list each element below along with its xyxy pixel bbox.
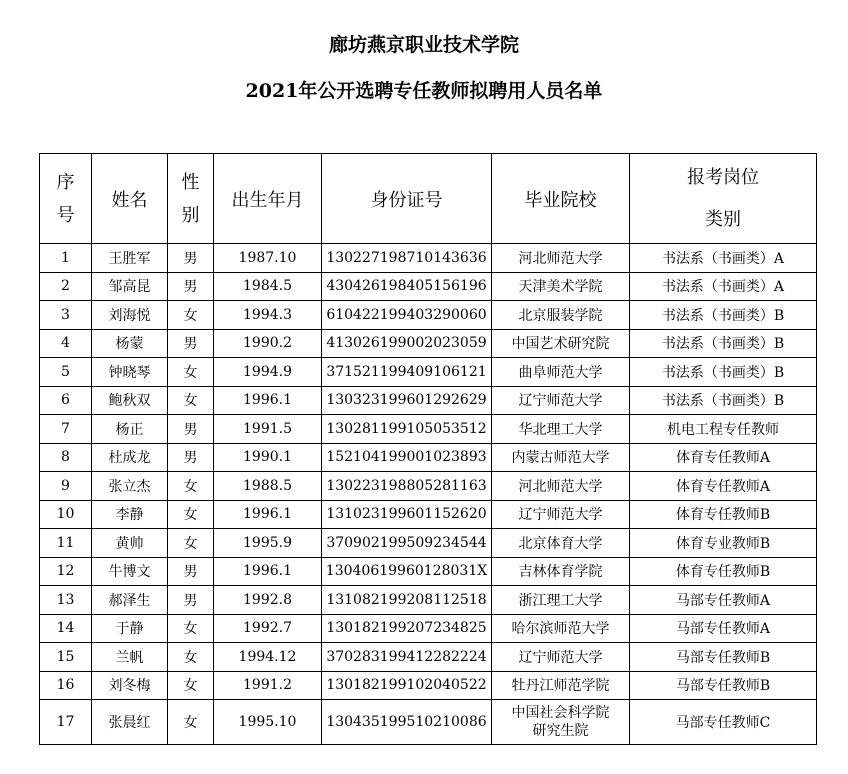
cell-id: 13040619960128031X — [322, 557, 492, 586]
cell-birth: 1991.2 — [214, 671, 322, 700]
table-row — [40, 329, 817, 358]
cell-gender: 女 — [168, 358, 214, 387]
cell-id: 430426198405156196 — [322, 272, 492, 301]
cell-seq: 1 — [40, 244, 92, 273]
cell-id: 130182199207234825 — [322, 614, 492, 643]
cell-birth: 1984.5 — [214, 272, 322, 301]
cell-school: 华北理工大学 — [492, 415, 630, 444]
cell-school: 曲阜师范大学 — [492, 358, 630, 387]
cell-seq: 7 — [40, 415, 92, 444]
cell-birth: 1992.8 — [214, 586, 322, 615]
cell-post: 书法系（书画类）B — [630, 301, 817, 330]
cell-post: 体育专任教师B — [630, 557, 817, 586]
cell-post: 书法系（书画类）A — [630, 244, 817, 273]
cell-birth: 1994.12 — [214, 643, 322, 672]
cell-name: 牛博文 — [92, 557, 168, 586]
cell-school: 辽宁师范大学 — [492, 500, 630, 529]
cell-school: 哈尔滨师范大学 — [492, 614, 630, 643]
cell-birth: 1990.1 — [214, 443, 322, 472]
cell-school: 辽宁师范大学 — [492, 643, 630, 672]
cell-seq: 12 — [40, 557, 92, 586]
header-name: 姓名 — [92, 154, 168, 244]
cell-post: 书法系（书画类）B — [630, 358, 817, 387]
cell-id: 130182199102040522 — [322, 671, 492, 700]
cell-gender: 男 — [168, 329, 214, 358]
cell-seq: 4 — [40, 329, 92, 358]
cell-post: 马部专任教师B — [630, 671, 817, 700]
cell-name: 王胜军 — [92, 244, 168, 273]
table-row — [40, 529, 817, 558]
cell-post: 机电工程专任教师 — [630, 415, 817, 444]
cell-gender: 男 — [168, 586, 214, 615]
cell-school: 北京体育大学 — [492, 529, 630, 558]
cell-name: 兰帆 — [92, 643, 168, 672]
table-row — [40, 415, 817, 444]
cell-id: 371521199409106121 — [322, 358, 492, 387]
cell-school: 牡丹江师范学院 — [492, 671, 630, 700]
header-row — [40, 154, 817, 244]
table-row — [40, 700, 817, 745]
table-row — [40, 472, 817, 501]
cell-post: 马部专任教师B — [630, 643, 817, 672]
cell-id: 131023199601152620 — [322, 500, 492, 529]
cell-school: 河北师范大学 — [492, 244, 630, 273]
cell-name: 于静 — [92, 614, 168, 643]
document-subtitle: 2021年公开选聘专任教师拟聘用人员名单 — [245, 80, 603, 102]
cell-post: 书法系（书画类）A — [630, 272, 817, 301]
cell-gender: 女 — [168, 386, 214, 415]
table-row — [40, 301, 817, 330]
cell-name: 邹高昆 — [92, 272, 168, 301]
cell-seq: 16 — [40, 671, 92, 700]
cell-seq: 11 — [40, 529, 92, 558]
cell-seq: 9 — [40, 472, 92, 501]
cell-name: 杨正 — [92, 415, 168, 444]
cell-birth: 1996.1 — [214, 500, 322, 529]
header-id: 身份证号 — [322, 154, 492, 244]
cell-gender: 女 — [168, 301, 214, 330]
header-seq: 序 号 — [40, 154, 92, 244]
cell-school: 浙江理工大学 — [492, 586, 630, 615]
cell-name: 刘海悦 — [92, 301, 168, 330]
header-post: 报考岗位 类别 — [630, 154, 817, 244]
cell-post: 体育专任教师B — [630, 500, 817, 529]
cell-school: 北京服装学院 — [492, 301, 630, 330]
cell-seq: 5 — [40, 358, 92, 387]
table-row — [40, 614, 817, 643]
table-row — [40, 586, 817, 615]
cell-id: 130435199510210086 — [322, 700, 492, 745]
cell-seq: 2 — [40, 272, 92, 301]
cell-id: 130223198805281163 — [322, 472, 492, 501]
header-school: 毕业院校 — [492, 154, 630, 244]
cell-seq: 17 — [40, 700, 92, 745]
cell-gender: 男 — [168, 443, 214, 472]
cell-gender: 女 — [168, 472, 214, 501]
cell-gender: 女 — [168, 529, 214, 558]
cell-seq: 14 — [40, 614, 92, 643]
cell-id: 370902199509234544 — [322, 529, 492, 558]
cell-id: 130323199601292629 — [322, 386, 492, 415]
cell-name: 钟晓琴 — [92, 358, 168, 387]
cell-post: 马部专任教师C — [630, 700, 817, 745]
cell-seq: 10 — [40, 500, 92, 529]
table-row — [40, 386, 817, 415]
cell-birth: 1988.5 — [214, 472, 322, 501]
cell-post: 体育专任教师A — [630, 472, 817, 501]
cell-id: 131082199208112518 — [322, 586, 492, 615]
cell-name: 张立杰 — [92, 472, 168, 501]
cell-gender: 男 — [168, 415, 214, 444]
cell-birth: 1995.10 — [214, 700, 322, 745]
table-row — [40, 500, 817, 529]
cell-school: 辽宁师范大学 — [492, 386, 630, 415]
header-gender: 性 别 — [168, 154, 214, 244]
cell-id: 413026199002023059 — [322, 329, 492, 358]
document-title: 廊坊燕京职业技术学院 — [328, 34, 519, 56]
cell-birth: 1991.5 — [214, 415, 322, 444]
cell-seq: 3 — [40, 301, 92, 330]
table-row — [40, 443, 817, 472]
cell-name: 刘冬梅 — [92, 671, 168, 700]
cell-post: 马部专任教师A — [630, 614, 817, 643]
cell-gender: 男 — [168, 272, 214, 301]
cell-birth: 1990.2 — [214, 329, 322, 358]
cell-name: 黄帅 — [92, 529, 168, 558]
cell-name: 杨蒙 — [92, 329, 168, 358]
cell-school: 中国社会科学院研究生院 — [492, 700, 630, 745]
cell-seq: 13 — [40, 586, 92, 615]
cell-school: 中国艺术研究院 — [492, 329, 630, 358]
cell-birth: 1994.3 — [214, 301, 322, 330]
cell-id: 610422199403290060 — [322, 301, 492, 330]
cell-id: 130281199105053512 — [322, 415, 492, 444]
cell-post: 书法系（书画类）B — [630, 329, 817, 358]
cell-birth: 1996.1 — [214, 386, 322, 415]
cell-school: 河北师范大学 — [492, 472, 630, 501]
cell-name: 郝泽生 — [92, 586, 168, 615]
cell-id: 152104199001023893 — [322, 443, 492, 472]
cell-gender: 男 — [168, 557, 214, 586]
cell-birth: 1996.1 — [214, 557, 322, 586]
table-row — [40, 671, 817, 700]
cell-id: 130227198710143636 — [322, 244, 492, 273]
cell-birth: 1995.9 — [214, 529, 322, 558]
cell-seq: 6 — [40, 386, 92, 415]
table-row — [40, 557, 817, 586]
table-body — [40, 244, 817, 745]
cell-name: 杜成龙 — [92, 443, 168, 472]
candidate-table — [39, 153, 817, 745]
table-row — [40, 244, 817, 273]
cell-name: 鲍秋双 — [92, 386, 168, 415]
cell-post: 书法系（书画类）B — [630, 386, 817, 415]
cell-post: 体育专业教师B — [630, 529, 817, 558]
cell-gender: 女 — [168, 671, 214, 700]
table-row — [40, 643, 817, 672]
header-birth: 出生年月 — [214, 154, 322, 244]
cell-post: 体育专任教师A — [630, 443, 817, 472]
table-row — [40, 272, 817, 301]
cell-gender: 女 — [168, 500, 214, 529]
cell-name: 张晨红 — [92, 700, 168, 745]
cell-seq: 8 — [40, 443, 92, 472]
cell-school: 吉林体育学院 — [492, 557, 630, 586]
table-row — [40, 358, 817, 387]
cell-birth: 1992.7 — [214, 614, 322, 643]
cell-post: 马部专任教师A — [630, 586, 817, 615]
cell-seq: 15 — [40, 643, 92, 672]
cell-gender: 男 — [168, 244, 214, 273]
cell-gender: 女 — [168, 700, 214, 745]
cell-birth: 1994.9 — [214, 358, 322, 387]
cell-school: 天津美术学院 — [492, 272, 630, 301]
cell-school: 内蒙古师范大学 — [492, 443, 630, 472]
cell-gender: 女 — [168, 614, 214, 643]
cell-birth: 1987.10 — [214, 244, 322, 273]
cell-id: 370283199412282224 — [322, 643, 492, 672]
cell-gender: 女 — [168, 643, 214, 672]
cell-name: 李静 — [92, 500, 168, 529]
